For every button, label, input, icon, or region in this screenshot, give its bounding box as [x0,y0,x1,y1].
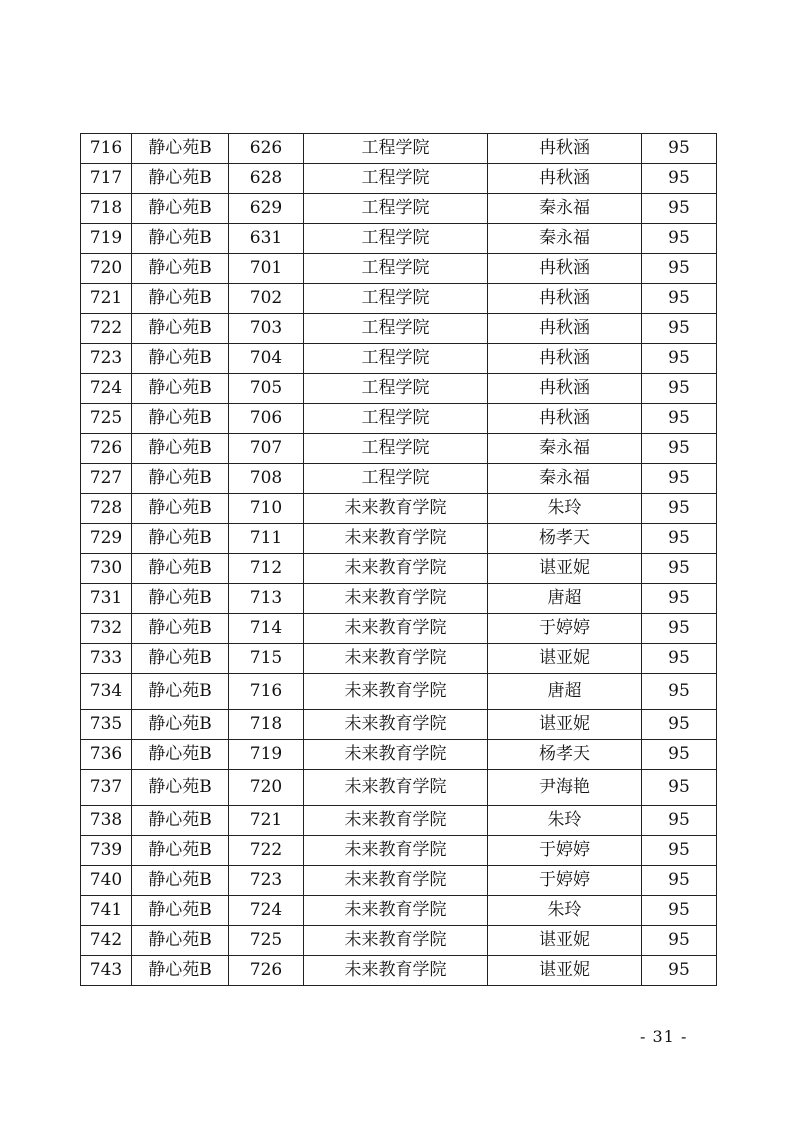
room-number-cell: 726 [229,956,304,986]
table-row [81,614,717,644]
building-cell: 静心苑B [132,224,229,254]
building-cell: 静心苑B [132,674,229,710]
row-number-cell: 725 [81,404,132,434]
table-row [81,494,717,524]
college-cell: 工程学院 [304,164,488,194]
score-cell: 95 [642,164,717,194]
table-row [81,134,717,164]
college-cell: 工程学院 [304,434,488,464]
score-cell: 95 [642,710,717,740]
dormitory-score-table [80,133,717,986]
table-row [81,254,717,284]
room-number-cell: 626 [229,134,304,164]
row-number-cell: 723 [81,344,132,374]
building-cell: 静心苑B [132,524,229,554]
college-cell: 工程学院 [304,314,488,344]
room-number-cell: 714 [229,614,304,644]
person-in-charge-cell: 谌亚妮 [488,644,642,674]
person-in-charge-cell: 谌亚妮 [488,554,642,584]
college-cell: 工程学院 [304,374,488,404]
building-cell: 静心苑B [132,254,229,284]
score-cell: 95 [642,644,717,674]
college-cell: 未来教育学院 [304,926,488,956]
row-number-cell: 733 [81,644,132,674]
table-row [81,740,717,770]
row-number-cell: 730 [81,554,132,584]
score-cell: 95 [642,614,717,644]
building-cell: 静心苑B [132,554,229,584]
building-cell: 静心苑B [132,434,229,464]
table-row [81,464,717,494]
room-number-cell: 713 [229,584,304,614]
college-cell: 未来教育学院 [304,584,488,614]
building-cell: 静心苑B [132,404,229,434]
person-in-charge-cell: 唐超 [488,584,642,614]
score-cell: 95 [642,344,717,374]
college-cell: 工程学院 [304,254,488,284]
building-cell: 静心苑B [132,644,229,674]
score-cell: 95 [642,926,717,956]
college-cell: 工程学院 [304,464,488,494]
room-number-cell: 711 [229,524,304,554]
score-cell: 95 [642,134,717,164]
row-number-cell: 741 [81,896,132,926]
score-cell: 95 [642,404,717,434]
person-in-charge-cell: 朱玲 [488,806,642,836]
person-in-charge-cell: 谌亚妮 [488,926,642,956]
dormitory-score-table-container [80,133,716,986]
row-number-cell: 724 [81,374,132,404]
score-cell: 95 [642,254,717,284]
table-row [81,584,717,614]
person-in-charge-cell: 冉秋涵 [488,164,642,194]
score-cell: 95 [642,806,717,836]
table-row [81,314,717,344]
building-cell: 静心苑B [132,836,229,866]
building-cell: 静心苑B [132,314,229,344]
college-cell: 未来教育学院 [304,554,488,584]
college-cell: 工程学院 [304,284,488,314]
room-number-cell: 704 [229,344,304,374]
score-cell: 95 [642,740,717,770]
person-in-charge-cell: 杨孝天 [488,740,642,770]
room-number-cell: 712 [229,554,304,584]
room-number-cell: 716 [229,674,304,710]
table-row [81,770,717,806]
person-in-charge-cell: 朱玲 [488,896,642,926]
room-number-cell: 631 [229,224,304,254]
room-number-cell: 628 [229,164,304,194]
score-cell: 95 [642,956,717,986]
score-cell: 95 [642,836,717,866]
score-cell: 95 [642,584,717,614]
person-in-charge-cell: 于婷婷 [488,614,642,644]
row-number-cell: 732 [81,614,132,644]
table-row [81,836,717,866]
row-number-cell: 720 [81,254,132,284]
score-cell: 95 [642,284,717,314]
table-row [81,434,717,464]
person-in-charge-cell: 谌亚妮 [488,710,642,740]
row-number-cell: 740 [81,866,132,896]
score-cell: 95 [642,374,717,404]
college-cell: 未来教育学院 [304,644,488,674]
table-row [81,374,717,404]
person-in-charge-cell: 秦永福 [488,464,642,494]
college-cell: 未来教育学院 [304,806,488,836]
row-number-cell: 738 [81,806,132,836]
building-cell: 静心苑B [132,896,229,926]
table-row [81,284,717,314]
building-cell: 静心苑B [132,926,229,956]
row-number-cell: 734 [81,674,132,710]
room-number-cell: 720 [229,770,304,806]
table-row [81,344,717,374]
college-cell: 未来教育学院 [304,614,488,644]
building-cell: 静心苑B [132,284,229,314]
row-number-cell: 729 [81,524,132,554]
room-number-cell: 706 [229,404,304,434]
building-cell: 静心苑B [132,956,229,986]
college-cell: 未来教育学院 [304,740,488,770]
person-in-charge-cell: 谌亚妮 [488,956,642,986]
table-row [81,896,717,926]
college-cell: 未来教育学院 [304,956,488,986]
row-number-cell: 739 [81,836,132,866]
table-row [81,524,717,554]
row-number-cell: 717 [81,164,132,194]
row-number-cell: 728 [81,494,132,524]
building-cell: 静心苑B [132,464,229,494]
room-number-cell: 710 [229,494,304,524]
room-number-cell: 701 [229,254,304,284]
room-number-cell: 723 [229,866,304,896]
row-number-cell: 721 [81,284,132,314]
score-cell: 95 [642,434,717,464]
row-number-cell: 742 [81,926,132,956]
person-in-charge-cell: 杨孝天 [488,524,642,554]
person-in-charge-cell: 冉秋涵 [488,134,642,164]
room-number-cell: 715 [229,644,304,674]
room-number-cell: 721 [229,806,304,836]
building-cell: 静心苑B [132,866,229,896]
page-number: - 31 - [640,1027,688,1046]
table-row [81,554,717,584]
building-cell: 静心苑B [132,194,229,224]
person-in-charge-cell: 秦永福 [488,434,642,464]
building-cell: 静心苑B [132,806,229,836]
person-in-charge-cell: 冉秋涵 [488,284,642,314]
score-cell: 95 [642,554,717,584]
person-in-charge-cell: 秦永福 [488,224,642,254]
score-cell: 95 [642,866,717,896]
table-row [81,164,717,194]
room-number-cell: 719 [229,740,304,770]
row-number-cell: 722 [81,314,132,344]
score-cell: 95 [642,194,717,224]
row-number-cell: 719 [81,224,132,254]
person-in-charge-cell: 朱玲 [488,494,642,524]
person-in-charge-cell: 秦永福 [488,194,642,224]
row-number-cell: 737 [81,770,132,806]
row-number-cell: 716 [81,134,132,164]
row-number-cell: 736 [81,740,132,770]
room-number-cell: 708 [229,464,304,494]
row-number-cell: 727 [81,464,132,494]
person-in-charge-cell: 冉秋涵 [488,404,642,434]
college-cell: 工程学院 [304,404,488,434]
table-row [81,224,717,254]
table-body [81,134,717,986]
score-cell: 95 [642,674,717,710]
score-cell: 95 [642,770,717,806]
building-cell: 静心苑B [132,614,229,644]
score-cell: 95 [642,464,717,494]
row-number-cell: 731 [81,584,132,614]
college-cell: 未来教育学院 [304,866,488,896]
person-in-charge-cell: 于婷婷 [488,866,642,896]
room-number-cell: 725 [229,926,304,956]
college-cell: 未来教育学院 [304,836,488,866]
room-number-cell: 722 [229,836,304,866]
score-cell: 95 [642,494,717,524]
college-cell: 未来教育学院 [304,494,488,524]
table-row [81,806,717,836]
building-cell: 静心苑B [132,344,229,374]
score-cell: 95 [642,896,717,926]
person-in-charge-cell: 冉秋涵 [488,254,642,284]
room-number-cell: 707 [229,434,304,464]
room-number-cell: 629 [229,194,304,224]
row-number-cell: 726 [81,434,132,464]
table-row [81,404,717,434]
score-cell: 95 [642,314,717,344]
row-number-cell: 718 [81,194,132,224]
college-cell: 未来教育学院 [304,674,488,710]
person-in-charge-cell: 冉秋涵 [488,344,642,374]
college-cell: 工程学院 [304,194,488,224]
college-cell: 工程学院 [304,344,488,374]
person-in-charge-cell: 冉秋涵 [488,314,642,344]
building-cell: 静心苑B [132,374,229,404]
building-cell: 静心苑B [132,770,229,806]
building-cell: 静心苑B [132,494,229,524]
table-row [81,644,717,674]
building-cell: 静心苑B [132,134,229,164]
person-in-charge-cell: 冉秋涵 [488,374,642,404]
room-number-cell: 702 [229,284,304,314]
room-number-cell: 724 [229,896,304,926]
college-cell: 未来教育学院 [304,524,488,554]
room-number-cell: 703 [229,314,304,344]
person-in-charge-cell: 唐超 [488,674,642,710]
building-cell: 静心苑B [132,710,229,740]
building-cell: 静心苑B [132,164,229,194]
college-cell: 未来教育学院 [304,896,488,926]
college-cell: 工程学院 [304,134,488,164]
college-cell: 未来教育学院 [304,710,488,740]
table-row [81,926,717,956]
table-row [81,710,717,740]
table-row [81,956,717,986]
building-cell: 静心苑B [132,740,229,770]
building-cell: 静心苑B [132,584,229,614]
college-cell: 未来教育学院 [304,770,488,806]
person-in-charge-cell: 尹海艳 [488,770,642,806]
row-number-cell: 743 [81,956,132,986]
table-row [81,866,717,896]
room-number-cell: 705 [229,374,304,404]
person-in-charge-cell: 于婷婷 [488,836,642,866]
row-number-cell: 735 [81,710,132,740]
table-row [81,194,717,224]
college-cell: 工程学院 [304,224,488,254]
score-cell: 95 [642,224,717,254]
score-cell: 95 [642,524,717,554]
table-row [81,674,717,710]
room-number-cell: 718 [229,710,304,740]
